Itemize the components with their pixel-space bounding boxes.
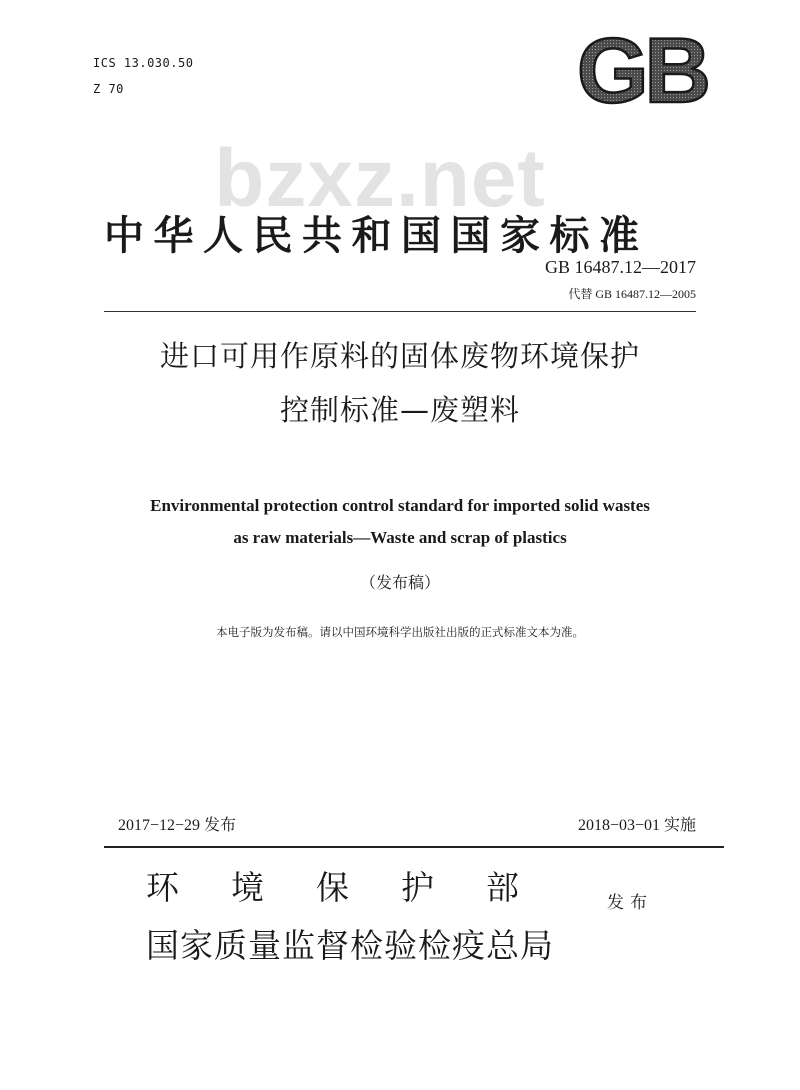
- issue-date: 2017−12−29 发布: [118, 817, 237, 834]
- document-title-en-line-2: as raw materials—Waste and scrap of plastics: [233, 528, 567, 547]
- publisher-aqsiq: 国家质量监督检验检疫总局: [146, 926, 554, 965]
- watermark: bzxz.net: [214, 133, 546, 224]
- implementation-date: 2018−03−01 实施: [577, 817, 696, 834]
- draft-tag: （发布稿）: [359, 573, 440, 592]
- classification-code: Z 70: [93, 82, 124, 96]
- document-title-en-line-1: Environmental protection control standard for imported solid wastes: [150, 496, 650, 515]
- document-title-zh-line-2: 控制标准—废塑料: [279, 393, 520, 427]
- ics-code: ICS 13.030.50: [93, 56, 194, 70]
- gb-logo-text: GB: [577, 30, 707, 110]
- footer-divider: [104, 846, 724, 848]
- standard-title: 中华人民共和国国家标准: [104, 213, 649, 259]
- publisher-ministry: 环境保护部: [146, 868, 571, 907]
- release-label: 发布: [607, 893, 653, 913]
- edition-note: 本电子版为发布稿。请以中国环境科学出版社出版的正式标准文本为准。: [216, 625, 584, 639]
- standard-number: GB 16487.12—2017: [544, 257, 696, 277]
- gb-logo-icon: [570, 30, 714, 110]
- replaces-standard: 代替 GB 16487.12—2005: [568, 287, 696, 301]
- header-divider: [104, 311, 696, 312]
- document-title-zh-line-1: 进口可用作原料的固体废物环境保护: [159, 339, 640, 373]
